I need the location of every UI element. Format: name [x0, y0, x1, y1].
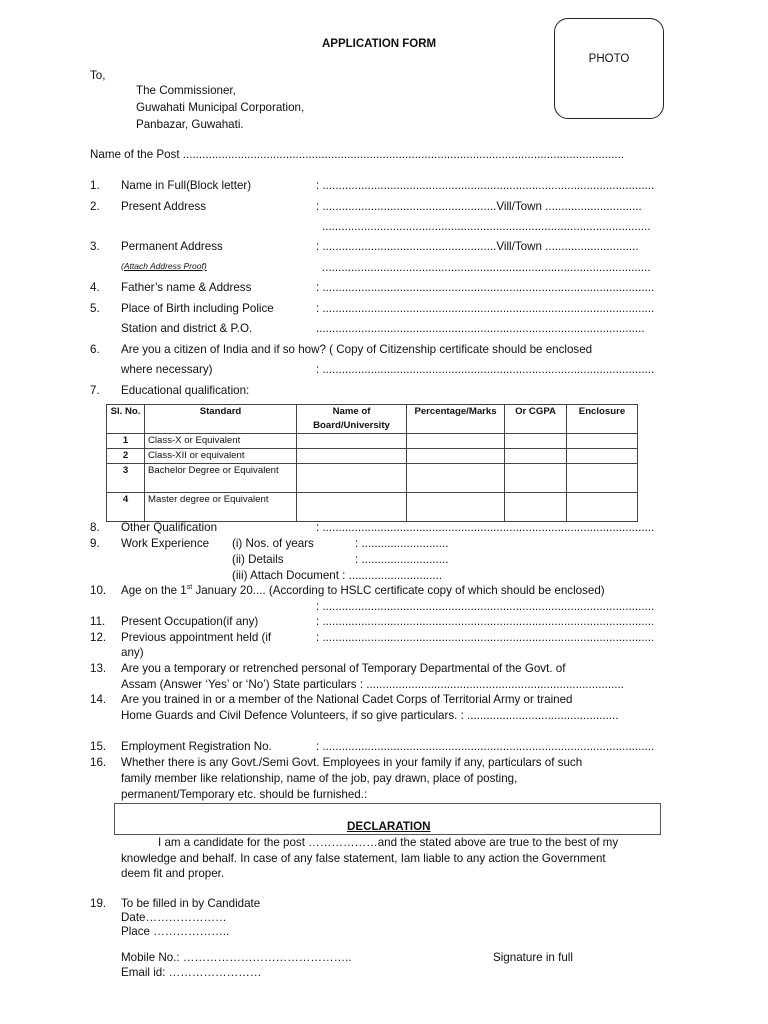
- education-table: [106, 404, 638, 522]
- item-number: 7.: [90, 384, 100, 397]
- item-number: 19.: [90, 897, 107, 910]
- cgpa-cell[interactable]: [505, 449, 567, 464]
- item-number: 6.: [90, 343, 100, 356]
- item-label: Previous appointment held (if: [121, 631, 272, 644]
- item-number: 3.: [90, 240, 100, 253]
- address-proof-note: (Attach Address Proof): [121, 261, 207, 271]
- photo-box[interactable]: [554, 18, 664, 119]
- experience-years-label: (i) Nos. of years: [232, 537, 314, 550]
- item-label: Employment Registration No.: [121, 740, 272, 753]
- experience-details-label: (ii) Details: [232, 553, 284, 566]
- enclosure-cell[interactable]: [567, 434, 638, 449]
- item-label: Name in Full(Block letter): [121, 179, 252, 192]
- item-number: 5.: [90, 302, 100, 315]
- item-label: Educational qualification:: [121, 384, 250, 397]
- item-label: Whether there is any Govt./Semi Govt. Employees in your family if any, particulars of such: [121, 756, 583, 769]
- declaration-text: deem fit and proper.: [121, 867, 225, 880]
- present-address-field[interactable]: : ......................................................Vill/Town ..............................: [316, 200, 642, 213]
- experience-document-field[interactable]: (iii) Attach Document : .............................: [232, 569, 443, 582]
- form-title: APPLICATION FORM: [322, 38, 437, 50]
- enclosure-cell[interactable]: [567, 449, 638, 464]
- item-label: Are you a temporary or retrenched personal of Temporary Departmental of the Govt. of: [121, 662, 566, 675]
- board-cell[interactable]: [297, 449, 407, 464]
- item-number: 4.: [90, 281, 100, 294]
- item-label: Present Address: [121, 200, 207, 213]
- occupation-field[interactable]: : .......................................................................................................: [316, 615, 655, 628]
- item-label: Father’s name & Address: [121, 281, 252, 294]
- mobile-field[interactable]: Mobile No.: ……………………………………..: [121, 951, 352, 964]
- birth-place-field-2[interactable]: ......................................................................................................: [316, 322, 645, 335]
- birth-place-field[interactable]: : .......................................................................................................: [316, 302, 655, 315]
- column-header: Sl. No.: [107, 405, 145, 434]
- photo-label: PHOTO: [588, 53, 630, 65]
- column-header: Percentage/Marks: [407, 405, 505, 434]
- other-qualification-field[interactable]: : .......................................................................................................: [316, 521, 655, 534]
- cgpa-cell[interactable]: [505, 464, 567, 493]
- address-line: Guwahati Municipal Corporation,: [136, 101, 305, 114]
- employment-registration-field[interactable]: : .......................................................................................................: [316, 740, 655, 753]
- previous-appointment-field[interactable]: : .......................................................................................................: [316, 631, 655, 644]
- standard-cell: Class-XII or equivalent: [145, 449, 297, 464]
- serial-cell: 2: [107, 449, 145, 464]
- father-name-field[interactable]: : .......................................................................................................: [316, 281, 655, 294]
- cgpa-cell[interactable]: [505, 493, 567, 522]
- board-cell[interactable]: [297, 434, 407, 449]
- item-label: permanent/Temporary etc. should be furnished.:: [121, 788, 368, 801]
- address-line: Panbazar, Guwahati.: [136, 118, 244, 131]
- experience-details-field[interactable]: : ...........................: [355, 553, 449, 566]
- address-to: To,: [90, 69, 106, 82]
- item-number: 16.: [90, 756, 107, 769]
- serial-cell: 3: [107, 464, 145, 493]
- email-field[interactable]: Email id: ……………………: [121, 966, 262, 979]
- permanent-address-field[interactable]: : ......................................................Vill/Town .............................: [316, 240, 639, 253]
- table-row: [107, 464, 638, 493]
- item-label: where necessary): [121, 363, 213, 376]
- post-name-field[interactable]: Name of the Post .........................................................................................................................................: [90, 148, 625, 161]
- item-number: 1.: [90, 179, 100, 192]
- item-label: family member like relationship, name of the job, pay drawn, place of posting,: [121, 772, 518, 785]
- item-label: Present Occupation(if any): [121, 615, 259, 628]
- serial-cell: 4: [107, 493, 145, 522]
- standard-cell: Class-X or Equivalent: [145, 434, 297, 449]
- filled-by-label: To be filled in by Candidate: [121, 897, 261, 910]
- declaration-text: knowledge and behalf. In case of any false statement, Iam liable to any action the Government: [121, 852, 606, 865]
- age-field[interactable]: : .......................................................................................................: [316, 600, 655, 613]
- item-number: 8.: [90, 521, 100, 534]
- percentage-cell[interactable]: [407, 434, 505, 449]
- percentage-cell[interactable]: [407, 449, 505, 464]
- declaration-title: DECLARATION: [347, 820, 431, 833]
- item-number: 11.: [90, 615, 106, 628]
- item-label: Permanent Address: [121, 240, 223, 253]
- table-row: [107, 493, 638, 522]
- item-label: Are you a citizen of India and if so how? ( Copy of Citizenship certificate should be enclosed: [121, 343, 593, 356]
- name-field[interactable]: : .......................................................................................................: [316, 179, 655, 192]
- enclosure-cell[interactable]: [567, 493, 638, 522]
- column-header: Enclosure: [567, 405, 638, 434]
- item-number: 13.: [90, 662, 107, 675]
- age-label-part: Age on the 1: [121, 584, 187, 597]
- item-number: 14.: [90, 693, 107, 706]
- item-label: Work Experience: [121, 537, 210, 550]
- board-cell[interactable]: [297, 493, 407, 522]
- column-header: Name of Board/University: [297, 405, 407, 434]
- training-field[interactable]: Home Guards and Civil Defence Volunteers, if so give particulars. : ...............................................: [121, 709, 619, 722]
- item-number: 10.: [90, 584, 107, 597]
- item-number: 12.: [90, 631, 107, 644]
- citizenship-field[interactable]: : .......................................................................................................: [316, 363, 655, 376]
- column-header: Or CGPA: [505, 405, 567, 434]
- date-field[interactable]: Date…………………: [121, 911, 227, 924]
- present-address-field-2[interactable]: ......................................................................................................: [322, 220, 651, 233]
- item-label: Other Qualification: [121, 521, 218, 534]
- column-header: Standard: [145, 405, 297, 434]
- board-cell[interactable]: [297, 464, 407, 493]
- percentage-cell[interactable]: [407, 493, 505, 522]
- experience-years-field[interactable]: : ...........................: [355, 537, 449, 550]
- item-number: 15.: [90, 740, 107, 753]
- item-label: Place of Birth including Police: [121, 302, 274, 315]
- signature-label: Signature in full: [493, 951, 573, 964]
- standard-cell: Bachelor Degree or Equivalent: [145, 464, 297, 493]
- address-line: The Commissioner,: [136, 84, 236, 97]
- table-row: [107, 449, 638, 464]
- standard-cell: Master degree or Equivalent: [145, 493, 297, 522]
- superscript: st: [186, 584, 193, 592]
- percentage-cell[interactable]: [407, 464, 505, 493]
- item-label: [121, 584, 605, 598]
- item-label: Are you trained in or a member of the National Cadet Corps of Territorial Army or trained: [121, 693, 573, 706]
- cgpa-cell[interactable]: [505, 434, 567, 449]
- declaration-text: I am a candidate for the post ………………and the stated above are true to the best of my: [158, 836, 619, 849]
- item-number: 2.: [90, 200, 100, 213]
- serial-cell: 1: [107, 434, 145, 449]
- place-field[interactable]: Place ………………..: [121, 925, 230, 938]
- enclosure-cell[interactable]: [567, 464, 638, 493]
- item-label: Station and district & P.O.: [121, 322, 253, 335]
- item-label: any): [121, 646, 144, 659]
- table-row: [107, 434, 638, 449]
- permanent-address-field-2[interactable]: ......................................................................................................: [322, 261, 651, 274]
- temporary-personal-field[interactable]: Assam (Answer ‘Yes’ or ‘No’) State particulars : ................................................................................: [121, 678, 624, 691]
- item-number: 9.: [90, 537, 100, 550]
- age-label-part: January 20.... (According to HSLC certificate copy of which should be enclosed): [192, 584, 605, 597]
